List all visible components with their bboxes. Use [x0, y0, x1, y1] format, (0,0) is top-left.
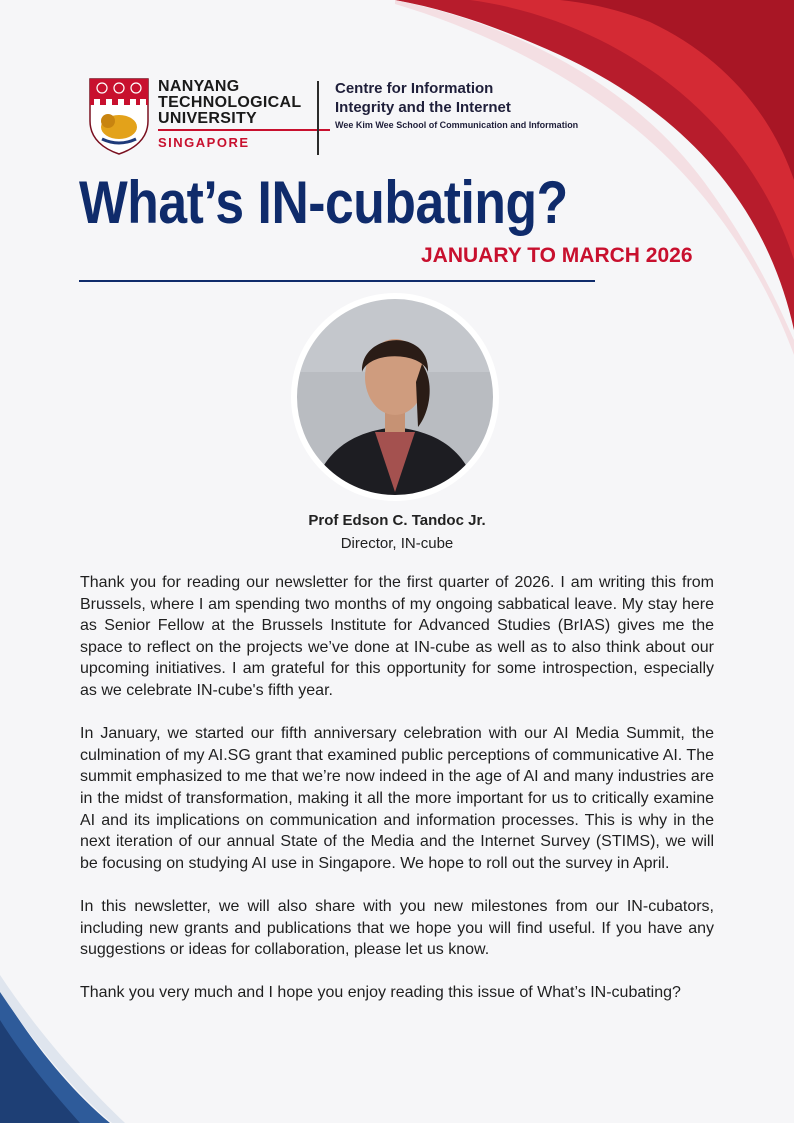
centre-title	[335, 79, 615, 117]
university-line-3: UNIVERSITY	[158, 110, 258, 127]
title-rule	[79, 280, 595, 282]
paragraph-4: Thank you very much and I hope you enjoy reading this issue of What’s IN-cubating?	[80, 984, 681, 1002]
paragraph-2: In January, we started our fifth anniversary celebration with our AI Media Summit, the culmination of my AI.SG grant that examined public perceptions of communicative AI. The summit emphasized to me that we’re now indeed in the age of AI and many industries are in the midst of transformation, making it all the more important for us to critically examine AI and its implications on communication and information processes. This is why in the next iteration of our annual State of the Media and the Internet Survey (STIMS), we will be focusing on studying AI use in Singapore. We hope to roll out the survey in April.	[80, 725, 714, 872]
singapore-rule	[158, 129, 330, 131]
ntu-crest-logo	[88, 77, 150, 155]
date-range: JANUARY TO MARCH 2026	[421, 244, 693, 267]
header-divider	[317, 81, 319, 155]
newsletter-title: What’s IN-cubating?	[79, 169, 568, 236]
centre-title-line-1: Centre for Information	[335, 80, 494, 97]
director-role: Director, IN-cube	[340, 535, 454, 552]
university-line-1: NANYANG	[158, 78, 240, 95]
centre-subtitle: Wee Kim Wee School of Communication and Information	[335, 120, 579, 130]
director-name: Prof Edson C. Tandoc Jr.	[308, 512, 486, 529]
university-line-2: TECHNOLOGICAL	[158, 94, 302, 111]
university-name	[158, 79, 308, 127]
centre-title-line-2: Integrity and the Internet	[335, 99, 511, 116]
singapore-label: SINGAPORE	[158, 135, 250, 150]
singapore-block	[158, 129, 330, 150]
director-portrait	[290, 292, 500, 502]
letter-body	[80, 572, 714, 1025]
header	[88, 77, 608, 157]
paragraph-3: In this newsletter, we will also share with you new milestones from our IN-cubators, including new grants and publications that we hope you will find useful. If you have any suggestions or ideas for collaboration, please let us know.	[80, 897, 714, 959]
paragraph-1: Thank you for reading our newsletter for the first quarter of 2026. I am writing this from Brussels, where I am spending two months of my ongoing sabbatical leave. My stay here as Senior Fellow at the Brussels Institute for Advanced Studies (BrIAS) gives me the space to reflect on the projects we’ve done at IN-cube as well as to also think about our upcoming initiatives. I am grateful for this opportunity for some introspection, especially as we celebrate IN-cube's fifth year.	[80, 574, 714, 699]
